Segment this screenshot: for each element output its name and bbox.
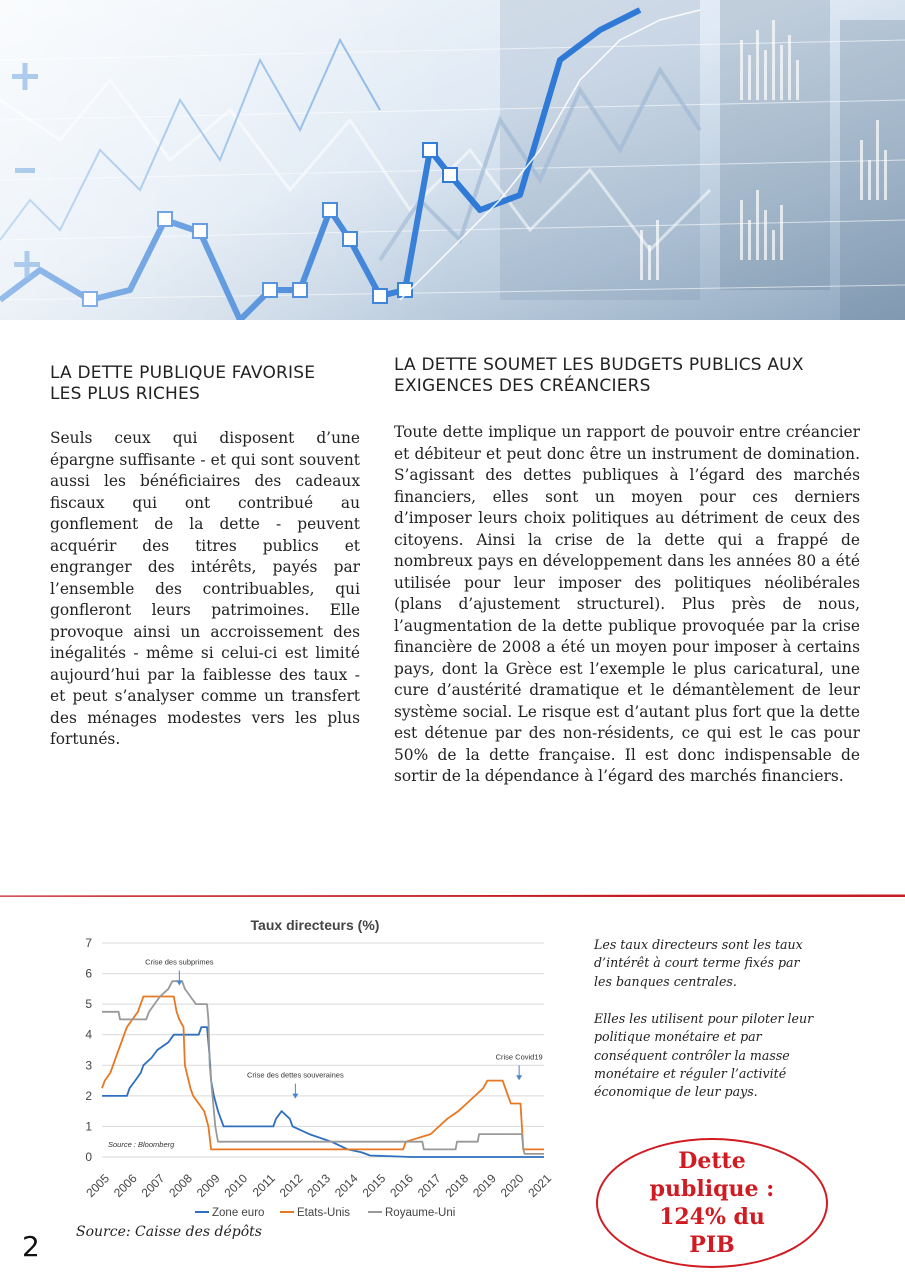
hero-graphic [0,0,905,320]
side-note-2: Elles les utilisent pour piloter leur politique monétaire et par conséquent contrôler la masse monétaire et réguler l’activité économique de leur pays. [594,1011,814,1100]
red-divider-line [0,893,905,901]
policy-rates-chart [60,905,560,1225]
y-tick-label: 5 [85,997,92,1012]
chart-annotation: Crise des subprimes [145,957,214,967]
x-tick-label: 2009 [193,1171,223,1201]
x-tick-label: 2017 [414,1171,444,1201]
y-tick-label: 1 [85,1119,92,1134]
chart-annotation: Crise des dettes souveraines [247,1070,344,1080]
right-section-body: Toute dette implique un rapport de pouvoir entre créancier et débiteur et peut donc être un instrument de domination. S’agissant des dettes publiques à l’égard des marchés financiers, elles sont un moyen pour ces derniers d’imposer leurs choix politiques au détriment de ceux des citoyens. Ainsi la crise de la dette qui a frappé de nombreux pays en développement dans les années 80 a été utilisée pour leur imposer des politiques néolibérales (plans d’ajustement structurel). Plus près de nous, l’augmentation de la dette publique provoquée par la crise financière de 2008 a été un moyen pour imposer à certains pays, dont la Grèce est l’exemple le plus caricatural, une cure d’austérité dramatique et le démantèlement de leur système social. Le risque est d’autant plus fort que la dette est détenue par des non-résidents, ce qui est le cas pour 50% de la dette française. Il est donc indispensable de sortir de la dépendance à l’égard des marchés financiers. [394,423,860,785]
legend-label: Royaume-Uni [385,1207,456,1219]
x-tick-label: 2010 [221,1171,251,1201]
x-tick-label: 2018 [442,1171,472,1201]
legend-label: Etats-Unis [297,1207,351,1219]
chart-grid [102,943,544,1157]
y-tick-label: 0 [85,1150,92,1164]
x-tick-label: 2021 [525,1171,555,1201]
left-section-title: LA DETTE PUBLIQUE FAVORISE LES PLUS RICHES [50,363,316,404]
x-tick-label: 2015 [359,1171,389,1201]
y-tick-label: 3 [85,1058,92,1073]
y-axis-ticks [85,936,92,1164]
debt-ratio-badge [596,1138,828,1268]
left-section-body: Seuls ceux qui disposent d’une épargne suffisante - et qui sont souvent aussi les bénéficiaires des cadeaux fiscaux qui ont contribué au gonflement de la dette - peuvent acquérir des titres publics et engranger des intérêts, payés par l’ensemble des contribuables, qui gonfleront leurs patrimoines. Elle provoque ainsi un accroissement des inégalités - même si celui-ci est limité aujourd’hui par la faiblesse des taux - et peut s’analyser comme un transfert des ménages modestes vers les plus fortunés. [50,429,360,748]
chart-series-lines [102,981,544,1157]
debt-ratio-badge-text: Dette publique : 124% du PIB [649,1148,775,1258]
x-tick-label: 2006 [110,1171,140,1201]
right-section-title: LA DETTE SOUMET LES BUDGETS PUBLICS AUX EXIGENCES DES CRÉANCIERS [394,355,804,396]
chart-legend [195,1207,455,1219]
hero-financial-chart-image [0,0,905,320]
y-tick-label: 6 [85,966,92,981]
x-tick-label: 2014 [331,1171,361,1201]
x-tick-label: 2019 [470,1171,499,1201]
y-tick-label: 7 [85,936,92,950]
x-tick-label: 2007 [138,1171,168,1201]
chart-annotation: Crise Covid19 [495,1052,543,1062]
annotation-arrowhead [516,1075,522,1080]
legend-label: Zone euro [212,1207,265,1219]
x-tick-label: 2016 [387,1171,416,1201]
side-note-1: Les taux directeurs sont les taux d’intérêt à court terme fixés par les banques centrales. [594,937,803,989]
chart-annotations [145,958,543,1099]
y-tick-label: 4 [85,1027,92,1042]
y-tick-label: 2 [85,1088,92,1103]
x-tick-label: 2008 [166,1171,195,1201]
chart-source: Source: Caisse des dépôts [76,1224,262,1240]
chart-inner-source: Source : Bloomberg [108,1140,175,1149]
x-tick-label: 2012 [276,1171,306,1201]
x-tick-label: 2013 [304,1171,334,1201]
series-line-royaume-uni [102,981,544,1154]
chart-title: Taux directeurs (%) [250,917,380,933]
x-axis-ticks [83,1171,554,1200]
x-tick-label: 2005 [83,1171,113,1201]
page-number: 2 [22,1230,40,1263]
annotation-arrowhead [176,981,182,986]
x-tick-label: 2011 [249,1171,278,1200]
x-tick-label: 2020 [497,1171,527,1201]
